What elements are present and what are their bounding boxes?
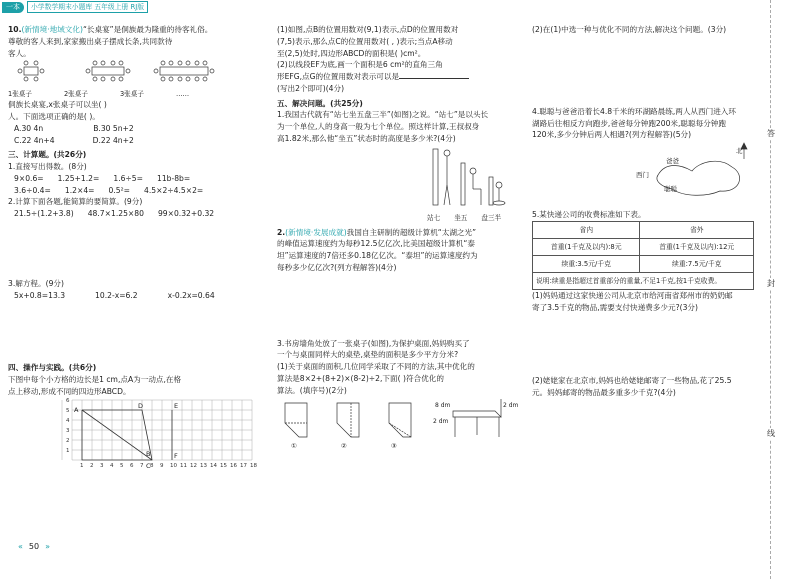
p2-line3: 坦”运算速度的7倍还多0.18亿亿次。“泰坦”的运算速度约为 [277,251,478,261]
table-cell: 续重:3.5元/千克 [533,255,640,272]
x-tick-label: 2 [90,462,94,469]
table-row [533,238,754,255]
p1-line2: 为一个单位,人的身高一般为七个单位。照这样计算,王叔叔身 [277,122,480,132]
page-footer [18,541,50,553]
calc-item: 99×0.32+0.32 [157,209,215,219]
posture-figure [277,145,527,225]
congcong-label: 聪聪 [664,185,677,194]
p5-line5: 元。妈妈邮寄的物品最多重多少千克?(4分) [532,388,676,398]
calc-item: 4.5×2÷4.5×2= [144,185,204,195]
calc3-title: 3.解方程。(9分) [8,278,64,288]
answer-blank[interactable] [399,78,469,79]
table-row [533,221,754,238]
option-c[interactable]: C.22 4n+4 [14,135,55,145]
q10-line3: 客人。 [8,48,31,58]
table-note: 说明:续重是指超过首重部分的重量,不足1千克,按1千克收费。 [533,272,754,289]
desk-figures [277,397,527,453]
calc2-row [8,208,256,220]
book-title: 小学数学期末小题库 五年级上册 RJ版 [27,1,148,13]
q4-line6: (写出2个即可)(4分) [277,83,345,93]
posture-illustration [427,145,507,213]
q4-line5-text: 形EFG,点G的位置用数对表示可以是 [277,72,400,82]
p4-line2: 湖路后往相反方向跑步,爸爸每分钟跑200米,聪聪每分钟跑 [532,118,726,128]
point-c: C [146,461,151,470]
calc-item: 11b-8b= [157,173,191,183]
calc1-row2 [8,185,256,197]
prev-arrow-icon: « [18,542,23,551]
calc-item: 1.2×4= [64,185,95,195]
calc2-title: 2.计算下面各题,能简算的要简算。(9分) [8,197,143,207]
p3-line4: 算法是8×2+(8+2)×(8-2)÷2,下面( )符合优化的 [277,374,444,384]
p3-line5: 算法。(填序号)(2分) [277,385,347,395]
label-squat: 盘三半 [481,213,502,222]
x-tick-label: 18 [250,462,257,469]
q10-number: 10. [8,25,22,34]
dad-label: 爸爸 [666,157,679,166]
label-stand: 站七 [427,213,441,222]
section-4-title: 四、操作与实践。(共6分) [8,363,97,373]
x-tick-label: 4 [110,462,114,469]
equation-item: 10.2-x=6.2 [95,290,138,300]
p2-tag: (新情境·发展成就) [285,227,347,237]
x-tick-label: 3 [100,462,104,469]
margin-char-2: 封 [764,278,778,290]
calc-item: 1.6÷5= [113,173,143,183]
fig-label-1: 1张桌子 [8,90,32,99]
q10-options-row2 [8,135,256,147]
page-number: 50 [28,542,40,551]
calc-item: 0.5²= [108,185,131,195]
q4-line5 [277,71,527,83]
y-tick-label: 4 [66,417,70,424]
point-e: E [174,401,179,410]
x-tick-label: 7 [140,462,144,469]
table-header-cell: 省内 [533,221,640,238]
x-tick-label: 8 [150,462,154,469]
y-tick-label: 1 [66,447,70,454]
north-label: 北 [736,147,743,156]
table-row [533,272,754,289]
column-middle [277,24,527,453]
p5-line3: 寄了3.5千克的物品,需要支付快递费多少元?(3分) [532,302,698,312]
q10-line2: 尊敬的客人来到,家家搬出桌子摆成长条,共同款待 [8,36,173,46]
q4-line3: 至(2,5)处时,四边形ABCD的面积是( )cm²。 [277,48,426,58]
section-3-title: 三、计算题。(共26分) [8,150,87,160]
calc-item: 9×0.6= [14,173,44,183]
table-arrangement-figure [8,59,256,89]
table-cell: 首重(1千克及以内):12元 [640,238,754,255]
x-tick-label: 1 [80,462,84,469]
q4-line4: (2)以线段EF为底,画一个面积是6 cm²的直角三角 [277,60,443,70]
p3-line2: 一个与桌面同样大的桌垫,桌垫的面积是多少平方分米? [277,350,459,360]
table-row [533,255,754,272]
y-tick-label: 5 [66,407,70,414]
x-tick-label: 10 [170,462,177,469]
p1-line3: 高1.82米,那么他“坐五”状态时的高度是多少米?(4分) [277,133,456,143]
calc-item: 1.25+1.2= [57,173,100,183]
q4-line2: (7,5)表示,那么点C的位置用数对( , )表示;当点A移动 [277,36,453,46]
p5-line2: (1)妈妈通过这家快递公司从北京市给河南省郑州市的奶奶邮 [532,290,733,300]
option-a[interactable]: A.30 4n [14,123,44,133]
x-tick-label: 16 [230,462,237,469]
q10-text: “长桌宴”是侗族最为隆重的待客礼俗。 [82,25,213,34]
west-gate-label: 西门 [636,171,649,180]
choice-1[interactable]: ① [291,441,297,450]
p2-line2: 的峰值运算速度约为每秒12.5亿亿次,比美国超级计算机“泰 [277,239,475,249]
q10-line5: 人。下面选项正确的是( )。 [8,112,100,122]
calc1-title: 1.直接写出得数。(8分) [8,162,87,172]
point-a: A [74,405,79,414]
p3-line1: 3.书房墙角处放了一张桌子(如图),为保护桌面,妈妈购买了 [277,338,470,348]
choice-3[interactable]: ③ [390,441,397,450]
p4-line1: 4.聪聪与爸爸沿着长4.8千米的环湖路晨练,两人从西门进入环 [532,106,736,116]
s4-line1: 下图中每个小方格的边长是1 cm,点A为一动点,在格 [8,375,182,385]
p2-line1: 2.(新情境·发展成就)我国自主研制的超级计算机“太湖之光” [277,227,477,237]
q4-line1: (1)如图,点B的位置用数对(9,1)表示,点D的位置用数对 [277,25,459,34]
y-tick-label: 6 [66,397,70,404]
choice-2[interactable]: ② [340,441,347,450]
y-tick-label: 3 [66,427,70,434]
margin-char-3: 线 [764,428,778,440]
lake-map [636,141,756,205]
fig-label-3: 3张桌子 [119,90,144,99]
p4-line3: 120米,多少分钟后两人相遇?(列方程解答)(5分) [532,130,692,140]
p2-text: 我国自主研制的超级计算机“太湖之光” [346,227,477,237]
point-b: B [146,449,151,458]
fee-table [532,221,754,290]
x-tick-label: 14 [210,462,217,469]
p3b-line1: (2)在(1)中选一种与优化不同的方法,解决这个问题。(3分) [532,25,727,34]
p5-line4: (2)姥姥家在北京市,妈妈也给姥姥邮寄了一些物品,花了25.5 [532,376,732,386]
p2-line4: 每秒多少亿亿次?(列方程解答)(4分) [277,262,397,272]
dim-left: 2 dm [433,417,449,425]
calc-item: 48.7×1.25×80 [87,209,144,219]
option-d[interactable]: D.22 4n+2 [92,135,134,145]
x-tick-label: 17 [240,462,247,469]
table-header-cell: 省外 [640,221,754,238]
x-tick-label: 13 [200,462,207,469]
x-tick-label: 6 [130,462,134,469]
p3-line3: (1)关于桌面的面积,几位同学采取了不同的方法,其中优化的 [277,362,475,372]
grid-figure [8,397,257,470]
p1-line1: 1.我国古代就有“站七坐五盘三半”(如图)之说。“站七”是以头长 [277,110,489,120]
lake-figure [532,141,758,209]
q10-options-row1 [8,123,256,135]
binding-margin [764,0,800,579]
equation-item: x-0.2x=0.64 [167,290,215,300]
fig-label-4: …… [175,90,190,99]
column-left [8,24,256,474]
dim-right: 2 dm [503,401,519,409]
x-tick-label: 5 [120,462,124,469]
x-tick-label: 12 [190,462,197,469]
table-cell: 首重(1千克及以内):8元 [533,238,640,255]
desk-shapes [277,397,527,441]
s4-line2: 点上移动,形成不同的四边形ABCD。 [8,387,131,396]
next-arrow-icon: » [45,542,50,551]
x-tick-label: 11 [180,462,187,469]
q10-tag: (新情境·地域文化) [21,25,83,34]
section-5-title: 五、解决问题。(共25分) [277,98,363,108]
calc-item: 21.5÷(1.2+3.8) [14,209,74,219]
option-b[interactable]: B.30 5n+2 [93,123,134,133]
column-right [532,24,758,399]
fig-label-2: 2张桌子 [63,90,88,99]
q10-line1 [8,24,256,36]
calc3-row [8,290,256,302]
q10-figure-labels [8,89,256,99]
x-tick-label: 15 [220,462,227,469]
margin-char-1: 答 [764,128,778,140]
q10-line4: 侗族长桌宴,x张桌子可以坐( ) [8,100,107,110]
equation-item: 5x+0.8=13.3 [14,290,66,300]
y-tick-label: 2 [66,437,70,444]
p5-line1: 5.某快递公司的收费标准如下表。 [532,210,646,220]
label-sit: 坐五 [454,213,468,222]
x-tick-label: 9 [160,462,164,469]
dim-top: 8 dm [435,401,451,409]
posture-labels [427,213,501,223]
point-f: F [174,451,178,460]
page-header [0,0,148,14]
calc-item: 3.6÷0.4= [14,185,51,195]
desk-labels [291,441,397,451]
table-cell: 续重:7.5元/千克 [640,255,754,272]
calc1-row1 [8,173,256,185]
point-d: D [138,401,144,410]
brand-logo: 一本 [2,2,24,13]
